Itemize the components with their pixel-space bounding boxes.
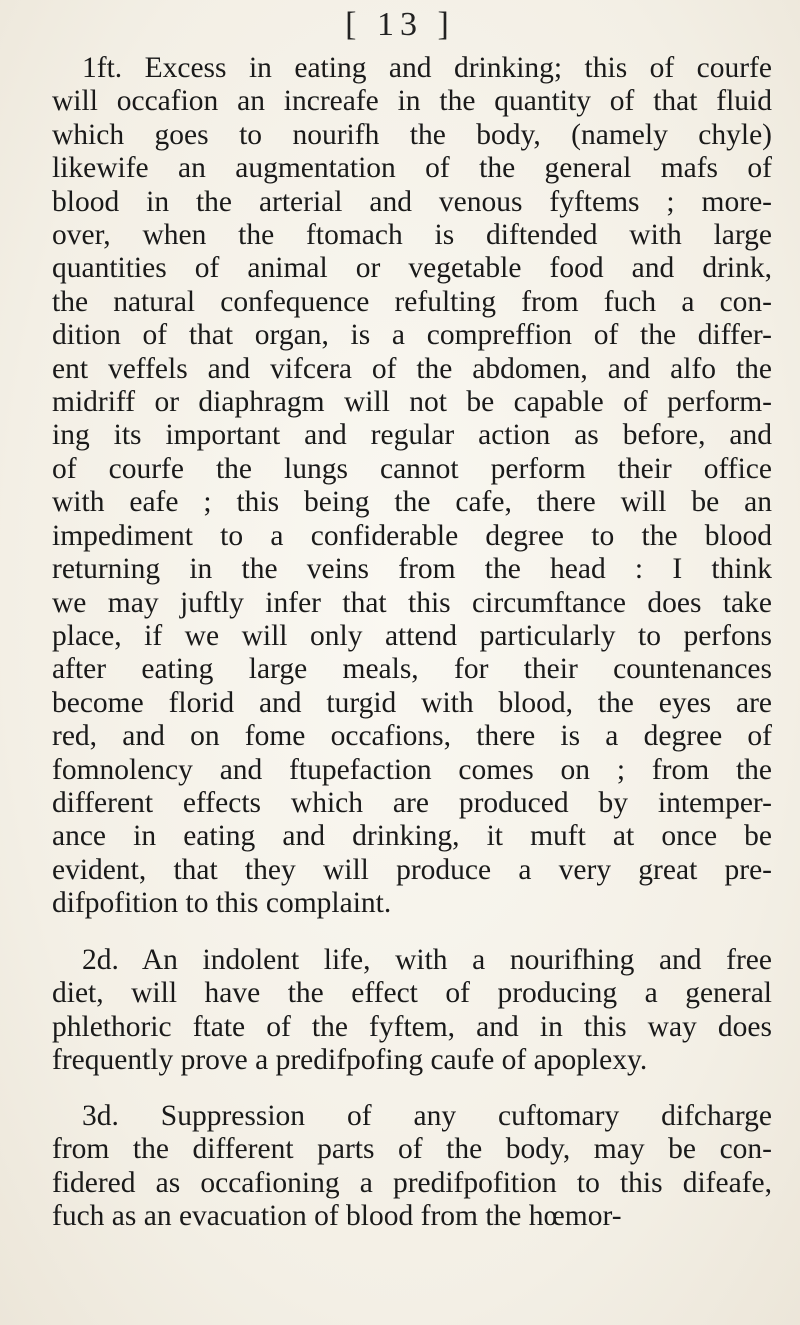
text-line: 1ft. Excess in eating and drinking; this of courfe xyxy=(82,52,772,84)
text-line: quantities of animal or vegetable food and drink, xyxy=(52,252,772,285)
text-line: likewife an augmentation of the general mafs of xyxy=(52,152,772,185)
text-line: red, and on fome occafions, there is a degree of xyxy=(52,720,772,753)
text-line: over, when the ftomach is diftended with large xyxy=(52,219,772,252)
text-line: will occafion an increafe in the quantity of that fluid xyxy=(52,85,772,118)
text-line: after eating large meals, for their countenances xyxy=(52,653,772,686)
page-number: [ 13 ] xyxy=(345,6,455,43)
text-line: 2d. An indolent life, with a nourifhing and free xyxy=(82,944,772,976)
text-line: difpofition to this complaint. xyxy=(52,887,392,920)
text-line: midriff or diaphragm will not be capable of perform- xyxy=(52,386,772,419)
text-line: place, if we will only attend particularly to perfons xyxy=(52,619,772,652)
text-line: we may juftly infer that this circumftance does take xyxy=(52,586,772,619)
text-line: frequently prove a predifpofing caufe of apoplexy. xyxy=(52,1044,648,1077)
text-line: diet, will have the effect of producing a general xyxy=(52,977,772,1010)
text-line: the natural confequence refulting from fuch a con- xyxy=(52,285,772,318)
text-line: become florid and turgid with blood, the eyes are xyxy=(52,686,772,719)
text-line: fomnolency and ftupefaction comes on ; from the xyxy=(52,753,772,786)
text-line: dition of that organ, is a compreffion of the differ- xyxy=(52,319,772,352)
text-line: evident, that they will produce a very great pre- xyxy=(52,853,772,886)
text-line: ance in eating and drinking, it muft at once be xyxy=(52,820,772,853)
text-line: ent veffels and vifcera of the abdomen, and alfo the xyxy=(52,352,772,385)
text-line: 3d. Suppression of any cuftomary difcharge xyxy=(82,1100,772,1132)
text-line: ing its important and regular action as before, and xyxy=(52,419,772,452)
paragraph-suppression xyxy=(52,1100,772,1234)
text-line: from the different parts of the body, may be con- xyxy=(52,1133,772,1166)
paragraph-excess-eating xyxy=(52,52,772,921)
text-line: which goes to nourifh the body, (namely chyle) xyxy=(52,118,772,151)
text-line: different effects which are produced by intemper- xyxy=(52,786,772,819)
text-line: with eafe ; this being the cafe, there will be an xyxy=(52,486,772,519)
text-line: fidered as occafioning a predifpofition to this difeafe, xyxy=(52,1166,772,1199)
text-line: of courfe the lungs cannot perform their office xyxy=(52,452,772,485)
text-line: phlethoric ftate of the fyftem, and in this way does xyxy=(52,1010,772,1043)
text-line: impediment to a confiderable degree to the blood xyxy=(52,519,772,552)
text-line: blood in the arterial and venous fyftems ; more- xyxy=(52,185,772,218)
paragraph-indolent-life xyxy=(52,944,772,1078)
text-line: returning in the veins from the head : I think xyxy=(52,553,772,586)
text-line: fuch as an evacuation of blood from the hœmor- xyxy=(52,1200,622,1233)
